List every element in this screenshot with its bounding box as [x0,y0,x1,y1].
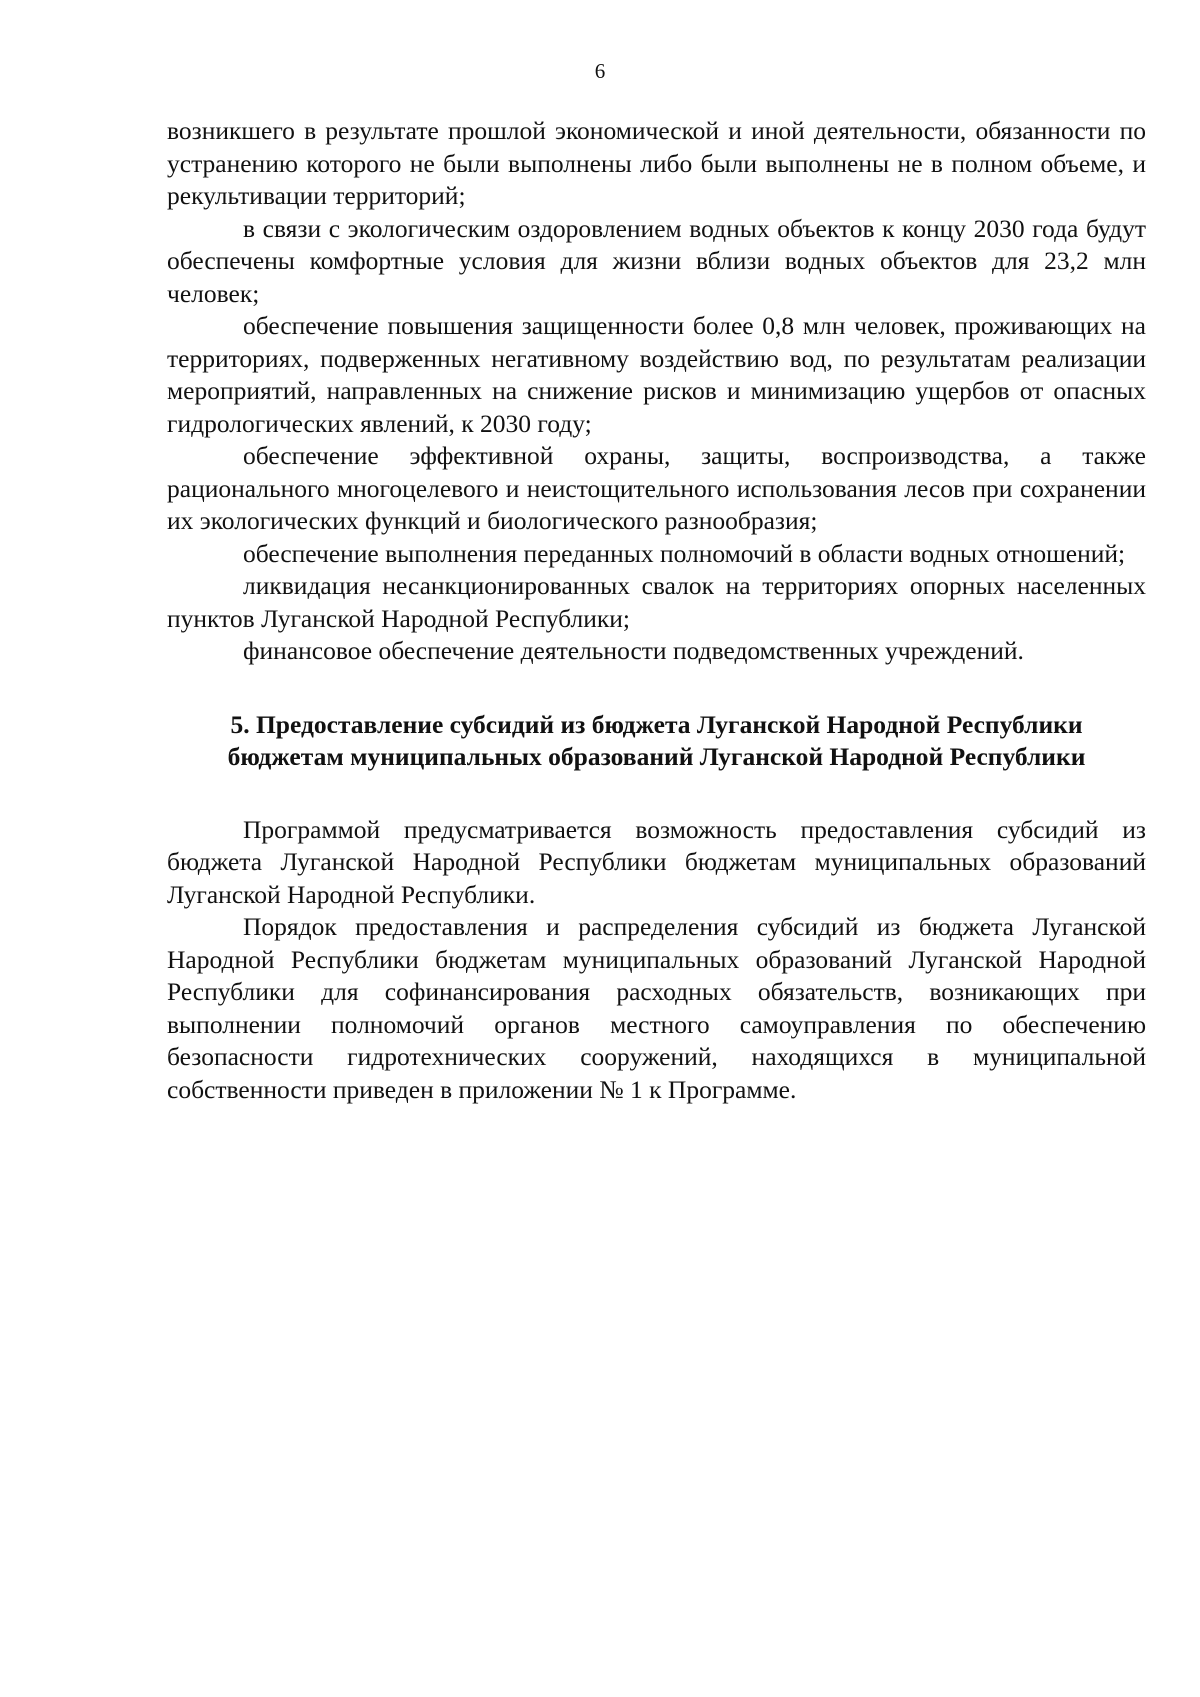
section-heading-line-1: 5. Предоставление субсидий из бюджета Луганской Народной Республики [230,709,1083,739]
list-paragraph-landfills: ликвидация несанкционированных свалок на территориях опорных населенных пунктов Луганской Народной Республики; [167,571,1146,633]
document-body [167,115,1146,1106]
list-paragraph-flood-protection: обеспечение повышения защищенности более 0,8 млн человек, проживающих на территориях, подверженных негативному воздействию вод, по результатам реализации мероприятий, направленных на снижение рисков и минимизацию ущербов от опасных гидрологических явлений, к 2030 году; [167,311,1146,438]
continuation-paragraph: возникшего в результате прошлой экономической и иной деятельности, обязанности по устранению которого не были выполнены либо были выполнены не в полном объеме, и рекультивации территорий; [167,116,1146,210]
list-paragraph-forest-protection: обеспечение эффективной охраны, защиты, воспроизводства, а также рационального многоцелевого и неистощительного использования лесов при сохранении их экологических функций и биологического разнообразия; [167,441,1146,535]
section-heading [167,709,1146,774]
list-paragraph-water-objects: в связи с экологическим оздоровлением водных объектов к концу 2030 года будут обеспечены комфортные условия для жизни вблизи водных объектов для 23,2 млн человек; [167,213,1146,308]
section-paragraph-procedure: Порядок предоставления и распределения субсидий из бюджета Луганской Народной Республики бюджетам муниципальных образований Луганской Народной Республики для софинансирования расходных обязательств, возникающих при выполнении полномочий органов местного самоуправления по обеспечению безопасности гидротехнических сооружений, находящихся в муниципальной собственности приведен в приложении № 1 к Программе. [167,912,1146,1104]
page-number: 6 [594,59,606,83]
section-heading-line-2: бюджетам муниципальных образований Луганской Народной Республики [227,742,1086,771]
list-paragraph-water-powers: обеспечение выполнения переданных полномочий в области водных отношений; [243,538,1126,568]
list-paragraph-financing: финансовое обеспечение деятельности подведомственных учреждений. [243,636,1024,665]
section-paragraph-subsidies: Программой предусматривается возможность предоставления субсидий из бюджета Луганской Народной Республики бюджетам муниципальных образований Луганской Народной Республики. [167,814,1146,909]
section-body [167,814,1146,1107]
